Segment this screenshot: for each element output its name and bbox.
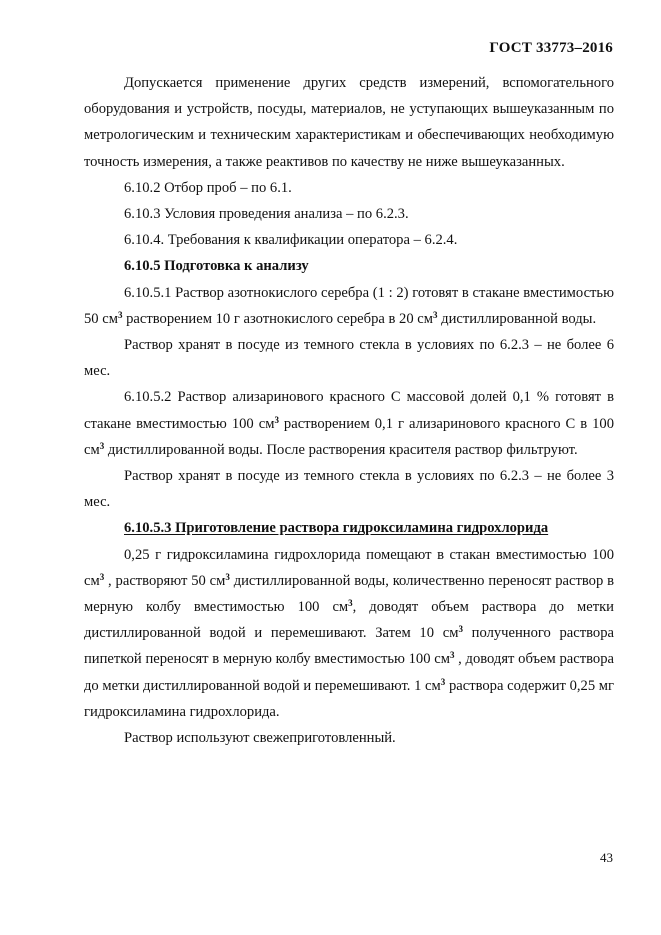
text-segment: 6.10.4. Требования к квалификации оператора – 6.2.4. [124,232,458,249]
section-heading [84,253,614,279]
superscript: 3 [225,571,230,582]
superscript: 3 [274,414,279,425]
text-segment: 0,25 г гидроксиламина гидрохлорида помещают в стакан вместимостью 100 см [84,546,614,589]
superscript: 3 [440,676,446,687]
superscript: 3 [449,650,455,661]
page-number: 43 [600,850,613,865]
text-segment: , растворяют 50 см [104,572,226,589]
superscript: 3 [99,440,105,451]
paragraph [84,227,614,253]
text-segment: 6.10.5.2 Раствор ализаринового красного С массовой долей 0,1 % готовят в стакане вместимостью 100 см [84,389,614,432]
paragraph [84,280,614,332]
document-code: ГОСТ 33773–2016 [489,40,613,56]
document-body [84,70,614,751]
text-segment: дистиллированной воды. [437,310,597,327]
text-segment: 6.10.5.3 Приготовление раствора гидроксиламина гидрохлорида [124,520,549,537]
text-segment: растворением 0,1 г ализаринового красного С в 100 см [84,415,614,458]
text-segment: Раствор используют свежеприготовленный. [124,730,396,747]
section-heading [84,515,614,541]
paragraph [84,332,614,384]
text-segment: 6.10.2 Отбор проб – по 6.1. [124,179,292,196]
text-segment: 6.10.5 Подготовка к анализу [124,258,309,275]
paragraph [84,725,614,751]
text-segment: дистиллированной воды, количественно переносят раствор в мерную колбу вместимостью 100 см [84,572,614,616]
paragraph [84,384,614,463]
text-segment: , доводят объем раствора до метки дистиллированной водой и перемешивают. Затем 10 см [84,599,614,642]
superscript: 3 [433,309,438,320]
paragraph [84,201,614,227]
paragraph [84,463,614,515]
text-segment: 6.10.5.1 Раствор азотнокислого серебра (1 : 2) готовят в стакане вместимостью 50 см [84,284,614,327]
paragraph [84,542,614,725]
superscript: 3 [348,598,353,609]
text-segment: , доводят объем раствора до метки дистиллированной водой и перемешивают. 1 см [84,651,614,694]
text-segment: растворением 10 г азотнокислого серебра в 20 см [122,310,433,327]
text-segment: 6.10.3 Условия проведения анализа – по 6.2.3. [124,206,409,223]
superscript: 3 [99,571,105,582]
text-segment: Раствор хранят в посуде из темного стекла в условиях по 6.2.3 – не более 3 мес. [84,468,614,511]
text-segment: раствора содержит 0,25 мг гидроксиламина гидрохлорида. [84,677,615,720]
superscript: 3 [117,309,123,320]
text-segment: дистиллированной воды. После растворения красителя раствор фильтруют. [104,441,578,458]
paragraph [84,175,614,201]
text-segment: Допускается применение других средств измерений, вспомогательного оборудования и устройств, посуды, материалов, не уступающих вышеуказанным по метрологическим и техническим характеристикам и обеспечивающих необходимую точность измерения, а также реактивов по качеству не ниже вышеуказанных. [84,75,614,170]
superscript: 3 [458,624,463,635]
paragraph [84,70,614,175]
text-segment: полученного раствора пипеткой переносят в мерную колбу вместимостью 100 см [84,625,614,668]
text-segment: Раствор хранят в посуде из темного стекла в условиях по 6.2.3 – не более 6 мес. [84,337,614,380]
